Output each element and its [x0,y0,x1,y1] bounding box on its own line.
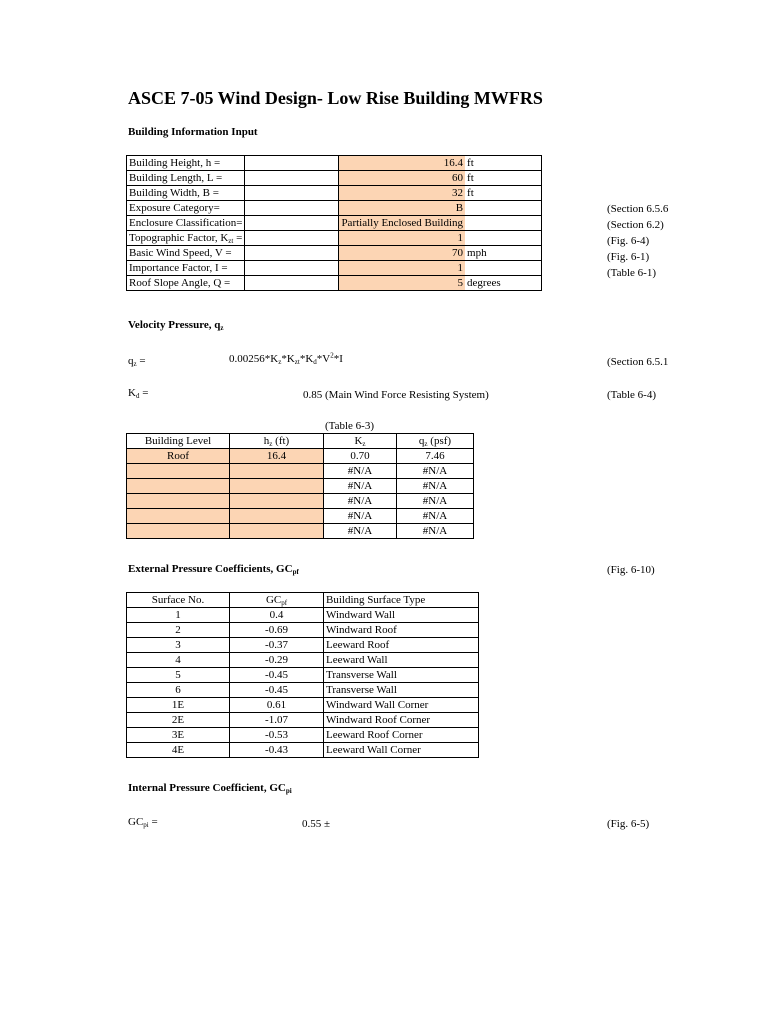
surface-number: 5 [127,668,230,683]
building-levels-table [126,433,474,539]
height-input[interactable] [230,509,324,524]
velocity-pressure-heading: Velocity Pressure, $q_z$ [128,319,224,332]
kz-value: #N/A [324,479,397,494]
parameter-value-input[interactable]: 60 [339,171,465,186]
parameter-label: Building Length, L = [127,171,245,186]
blank-cell [245,246,339,261]
blank-cell [245,231,339,246]
external-header-row [127,593,479,608]
parameter-reference: (Fig. 6-1) [607,251,650,263]
height-input[interactable] [230,494,324,509]
qz-value: 7.46 [397,449,474,464]
parameter-unit [465,201,541,216]
surface-number: 3E [127,728,230,743]
table-row [127,713,479,728]
header-building-level: Building Level [127,434,230,449]
parameter-unit: degrees [465,276,541,291]
parameter-reference: (Section 6.5.6 [607,203,669,215]
qz-value: #N/A [397,494,474,509]
parameter-unit [465,216,541,231]
kz-value: #N/A [324,464,397,479]
header-qz: $q_z$ (psf) [397,434,474,449]
surface-number: 6 [127,683,230,698]
parameter-value-input[interactable]: 1 [339,231,465,246]
kd-value: 0.85 (Main Wind Force Resisting System) [303,389,489,401]
gcpf-value: 0.61 [230,698,324,713]
gcpf-value: -0.29 [230,653,324,668]
parameter-label: Enclosure Classification= [127,216,245,231]
table-row [127,464,474,479]
gcpi-label: $GC_{pi}$ = [128,816,158,829]
building-info-row [127,276,542,291]
kz-value: #N/A [324,524,397,539]
gcpf-value: -0.45 [230,683,324,698]
parameter-label: Topographic Factor, $K_{zt}$ = [127,231,245,246]
blank-cell [245,171,339,186]
building-level-input[interactable]: Roof [127,449,230,464]
surface-type: Windward Wall Corner [324,698,479,713]
blank-cell [245,261,339,276]
qz-reference: (Section 6.5.1 [607,356,669,368]
table-row [127,608,479,623]
gcpi-reference: (Fig. 6-5) [607,818,650,830]
parameter-label: Importance Factor, I = [127,261,245,276]
surface-type: Transverse Wall [324,683,479,698]
header-surface-no: Surface No. [127,593,230,608]
surface-type: Windward Wall [324,608,479,623]
surface-number: 4E [127,743,230,758]
building-info-row [127,216,542,231]
surface-type: Windward Roof Corner [324,713,479,728]
building-level-input[interactable] [127,524,230,539]
kz-value: #N/A [324,509,397,524]
parameter-unit: mph [465,246,541,261]
building-info-row [127,186,542,201]
parameter-value-input[interactable]: B [339,201,465,216]
parameter-value-input[interactable]: 16.4 [339,156,465,171]
surface-number: 1 [127,608,230,623]
parameter-value-input[interactable]: 32 [339,186,465,201]
table-row [127,683,479,698]
parameter-value-input[interactable]: Partially Enclosed Building [339,216,465,231]
parameter-unit [465,261,541,276]
table-6-3-reference: (Table 6-3) [325,420,375,432]
parameter-value-input[interactable]: 5 [339,276,465,291]
table-row [127,698,479,713]
surface-type: Leeward Wall [324,653,479,668]
surface-type: Windward Roof [324,623,479,638]
parameter-unit [465,231,541,246]
qz-value: #N/A [397,464,474,479]
qz-value: #N/A [397,524,474,539]
parameter-value-input[interactable]: 70 [339,246,465,261]
building-info-row [127,246,542,261]
building-info-row [127,231,542,246]
surface-number: 4 [127,653,230,668]
height-input[interactable] [230,464,324,479]
table-row [127,653,479,668]
kz-value: 0.70 [324,449,397,464]
table-row [127,668,479,683]
table-row [127,638,479,653]
parameter-label: Building Height, h = [127,156,245,171]
building-level-input[interactable] [127,464,230,479]
parameter-reference: (Table 6-1) [607,267,657,279]
gcpf-value: -1.07 [230,713,324,728]
surface-type: Transverse Wall [324,668,479,683]
surface-type: Leeward Wall Corner [324,743,479,758]
kz-value: #N/A [324,494,397,509]
surface-number: 2E [127,713,230,728]
page-title: ASCE 7-05 Wind Design- Low Rise Building MWFRS [128,88,543,108]
parameter-value-input[interactable]: 1 [339,261,465,276]
gcpf-value: -0.45 [230,668,324,683]
gcpf-value: 0.4 [230,608,324,623]
building-level-input[interactable] [127,479,230,494]
kd-reference: (Table 6-4) [607,389,657,401]
surface-type: Leeward Roof Corner [324,728,479,743]
height-input[interactable]: 16.4 [230,449,324,464]
blank-cell [245,156,339,171]
parameter-unit: ft [465,156,541,171]
building-info-row [127,156,542,171]
blank-cell [245,186,339,201]
table-row [127,524,474,539]
external-pressure-reference: (Fig. 6-10) [607,564,655,576]
blank-cell [245,201,339,216]
surface-number: 1E [127,698,230,713]
gcpi-value: 0.55 ± [302,818,331,830]
surface-number: 3 [127,638,230,653]
blank-cell [245,276,339,291]
surface-number: 2 [127,623,230,638]
parameter-label: Roof Slope Angle, Q = [127,276,245,291]
surface-type: Leeward Roof [324,638,479,653]
header-surface-type: Building Surface Type [324,593,479,608]
building-info-row [127,171,542,186]
parameter-unit: ft [465,171,541,186]
table-row [127,449,474,464]
gcpf-value: -0.69 [230,623,324,638]
kd-label: $K_d$ = [128,387,149,400]
blank-cell [245,216,339,231]
table-row [127,479,474,494]
internal-pressure-heading: Internal Pressure Coefficient, $GC_{pi}$ [128,782,292,795]
qz-value: #N/A [397,479,474,494]
external-pressure-heading: External Pressure Coefficients, $GC_{pf}$ [128,563,299,576]
table-row [127,623,479,638]
qz-value: #N/A [397,509,474,524]
header-gcpf: $GC_{pf}$ [230,593,324,608]
external-coefficients-table [126,592,479,758]
building-level-input[interactable] [127,494,230,509]
table-row [127,728,479,743]
gcpf-value: -0.53 [230,728,324,743]
qz-formula: $0.00256*K_z*K_{zt}*K_d*V^2*I$ [229,351,343,366]
table-row [127,743,479,758]
qz-label: $q_z$ = [128,355,146,368]
building-info-heading: Building Information Input [128,126,258,138]
parameter-label: Building Width, B = [127,186,245,201]
gcpf-value: -0.37 [230,638,324,653]
height-input[interactable] [230,479,324,494]
parameter-label: Basic Wind Speed, V = [127,246,245,261]
parameter-reference: (Section 6.2) [607,219,664,231]
header-hz: $h_z$ (ft) [230,434,324,449]
building-info-row [127,261,542,276]
parameter-unit: ft [465,186,541,201]
parameter-reference: (Fig. 6-4) [607,235,650,247]
building-info-table [126,155,542,291]
building-info-row [127,201,542,216]
table-row [127,509,474,524]
parameter-label: Exposure Category= [127,201,245,216]
building-level-input[interactable] [127,509,230,524]
table-row [127,494,474,509]
height-input[interactable] [230,524,324,539]
levels-header-row [127,434,474,449]
gcpf-value: -0.43 [230,743,324,758]
header-kz: $K_z$ [324,434,397,449]
